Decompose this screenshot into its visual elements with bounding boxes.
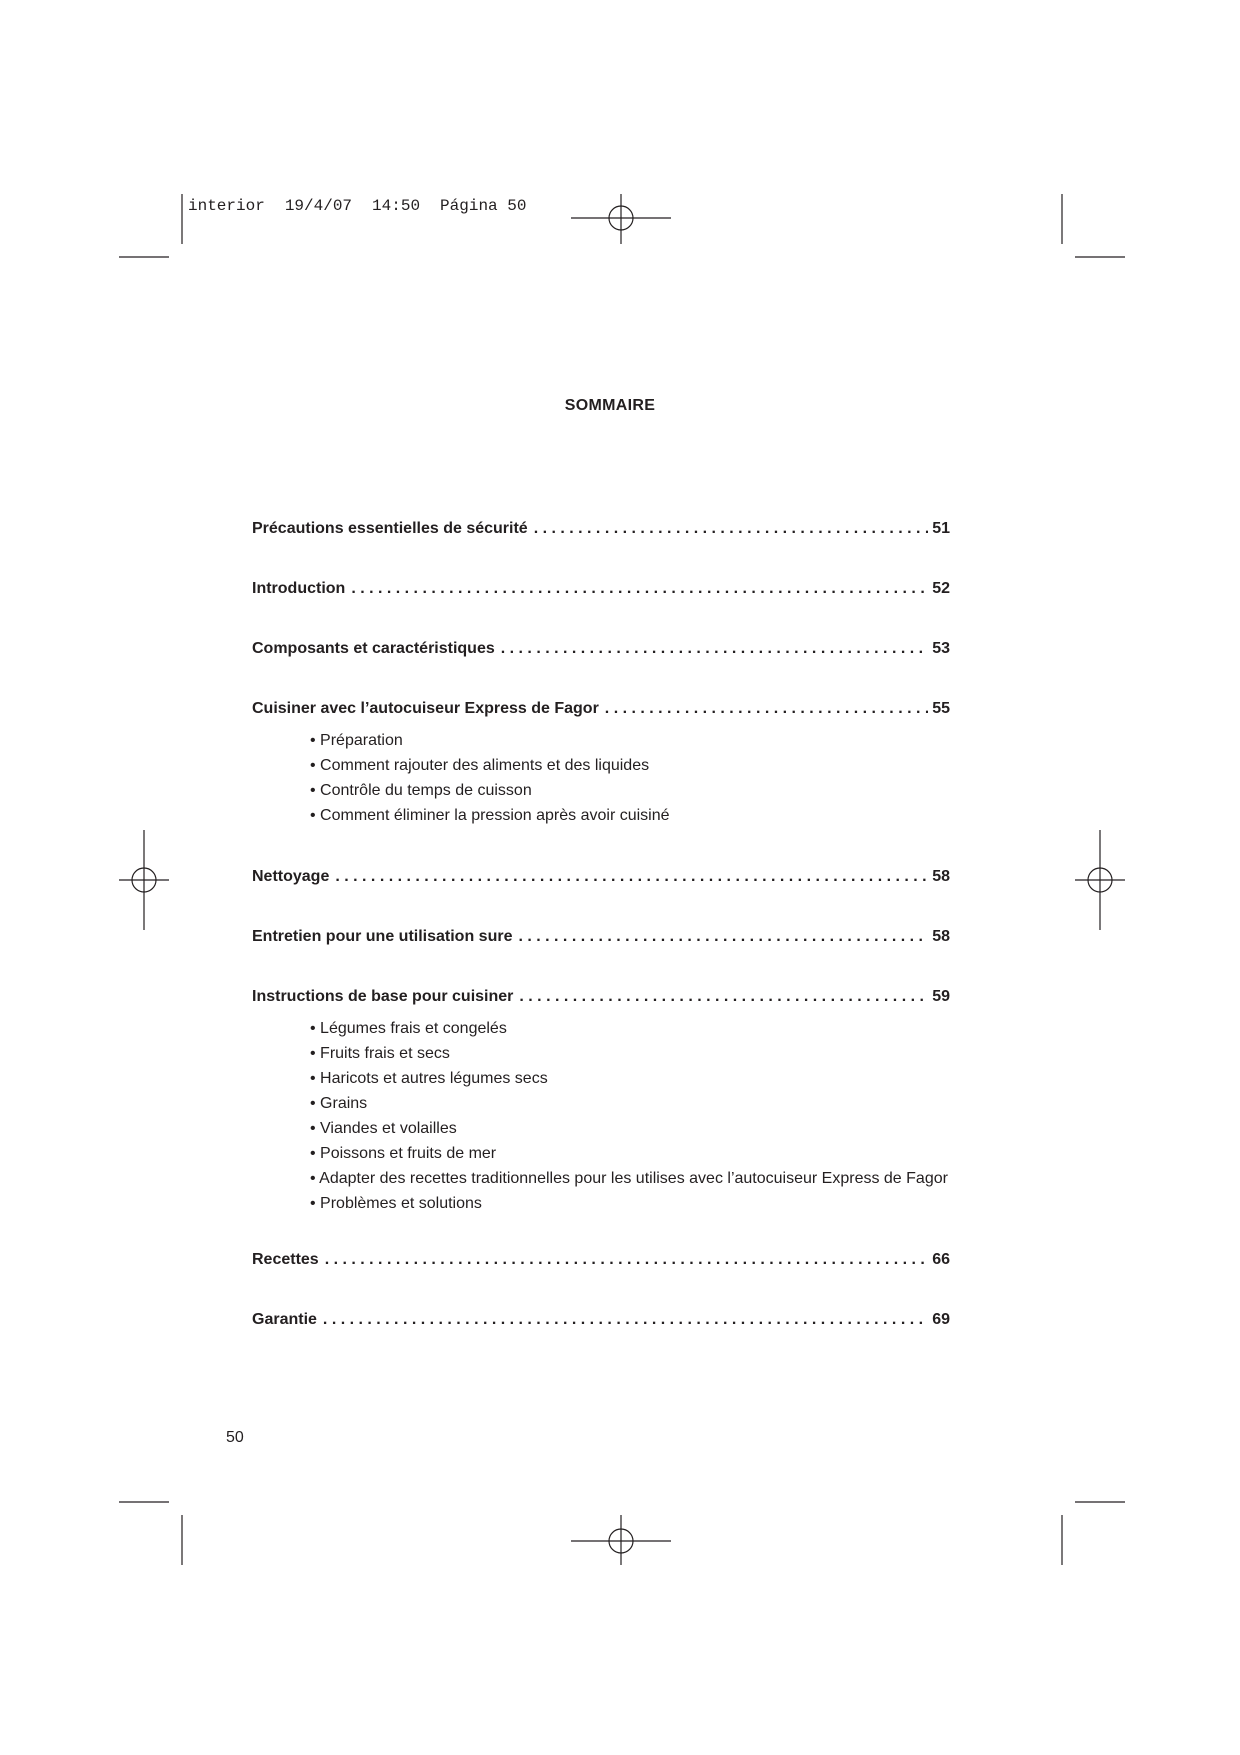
- slug-name: interior: [188, 197, 265, 215]
- toc-entry-page: 53: [932, 640, 950, 657]
- toc-entry: [252, 579, 950, 599]
- slug-page: Página 50: [440, 197, 527, 215]
- toc-entry: [252, 699, 950, 719]
- toc-sub-item: • Légumes frais et congelés: [310, 1016, 948, 1041]
- toc-sub-item: • Haricots et autres légumes secs: [310, 1066, 948, 1091]
- toc-sub-item: • Adapter des recettes traditionnelles pour les utilises avec l’autocuiseur Express de Fagor: [310, 1166, 948, 1191]
- toc-entry-label: Précautions essentielles de sécurité: [252, 520, 528, 537]
- toc-leader-dots: [335, 867, 928, 887]
- toc-leader-dots: [351, 579, 928, 599]
- toc-leader-dots: [518, 927, 928, 947]
- toc-leader-dots: [605, 699, 928, 719]
- toc-entry-label: Instructions de base pour cuisiner: [252, 988, 514, 1005]
- toc-entry: [252, 519, 950, 539]
- toc-entry: [252, 927, 950, 947]
- toc-entry-page: 52: [932, 580, 950, 597]
- toc-entry: [252, 639, 950, 659]
- toc-entry-page: 58: [932, 868, 950, 885]
- toc-entry-label: Recettes: [252, 1251, 319, 1268]
- toc-sub-item: • Viandes et volailles: [310, 1116, 948, 1141]
- toc-entry: [252, 1310, 950, 1330]
- toc-sub-item: • Comment rajouter des aliments et des liquides: [310, 753, 670, 778]
- toc-entry-page: 59: [932, 988, 950, 1005]
- toc-sublist: [310, 728, 670, 828]
- toc-sub-item: • Comment éliminer la pression après avoir cuisiné: [310, 803, 670, 828]
- toc-sub-item: • Préparation: [310, 728, 670, 753]
- toc-leader-dots: [534, 519, 929, 539]
- toc-entry-page: 51: [932, 520, 950, 537]
- slug-date: 19/4/07: [284, 197, 353, 215]
- toc-sub-item: • Contrôle du temps de cuisson: [310, 778, 670, 803]
- toc-entry-page: 69: [932, 1311, 950, 1328]
- toc-entry-label: Cuisiner avec l’autocuiseur Express de Fagor: [252, 700, 599, 717]
- toc-entry: [252, 987, 950, 1007]
- page-number: 50: [226, 1429, 244, 1446]
- toc-sub-item: • Poissons et fruits de mer: [310, 1141, 948, 1166]
- toc-leader-dots: [325, 1250, 929, 1270]
- toc-entry-label: Introduction: [252, 580, 346, 597]
- toc-sub-item: • Fruits frais et secs: [310, 1041, 948, 1066]
- toc-sublist: [310, 1016, 948, 1216]
- toc-entry-label: Composants et caractéristiques: [252, 640, 495, 657]
- toc-leader-dots: [501, 639, 928, 659]
- toc-sub-item: • Problèmes et solutions: [310, 1191, 948, 1216]
- toc-entry: [252, 1250, 950, 1270]
- toc-sub-item: • Grains: [310, 1091, 948, 1116]
- toc-entry-label: Garantie: [252, 1311, 317, 1328]
- toc-entry-page: 58: [932, 928, 950, 945]
- print-slug: [188, 196, 546, 216]
- toc-leader-dots: [519, 987, 928, 1007]
- toc-leader-dots: [323, 1310, 928, 1330]
- toc-entry-page: 55: [932, 700, 950, 717]
- slug-time: 14:50: [372, 197, 421, 215]
- toc-entry-label: Nettoyage: [252, 868, 330, 885]
- toc-entry-page: 66: [932, 1251, 950, 1268]
- toc-entry-label: Entretien pour une utilisation sure: [252, 928, 513, 945]
- page-title: SOMMAIRE: [564, 397, 656, 414]
- toc-entry: [252, 867, 950, 887]
